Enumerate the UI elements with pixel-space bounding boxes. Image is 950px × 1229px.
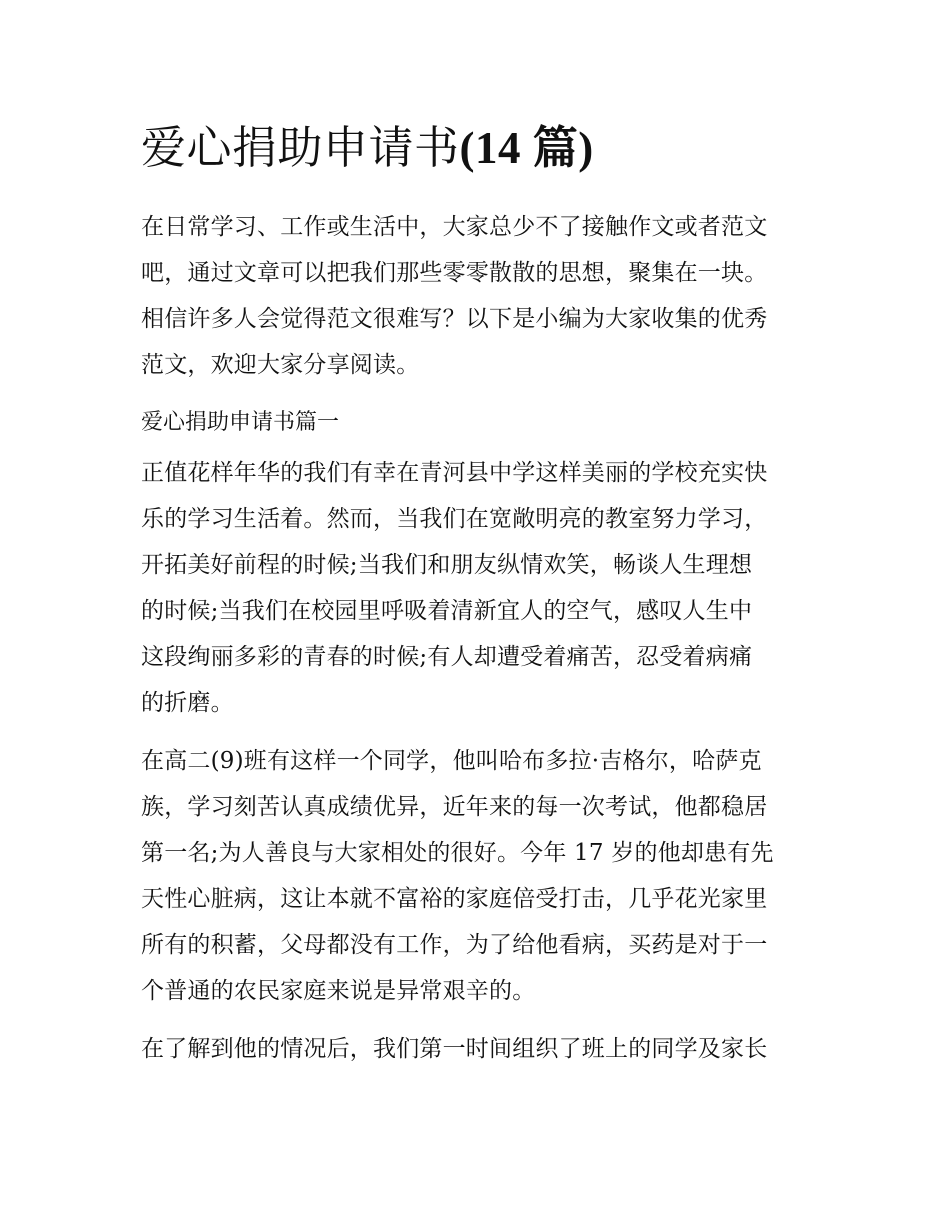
text-line: 第一名;为人善良与大家相处的很好。今年 17 岁的他却患有先 <box>141 840 774 866</box>
text-line: 在了解到他的情况后，我们第一时间组织了班上的同学及家长 <box>141 1036 768 1062</box>
text-line: 所有的积蓄，父母都没有工作，为了给他看病，买药是对于一 <box>141 932 768 958</box>
text-line: 相信许多人会觉得范文很难写？以下是小编为大家收集的优秀 <box>141 306 768 332</box>
text-line: 族，学习刻苦认真成绩优异，近年来的每一次考试，他都稳居 <box>141 794 768 820</box>
text-line: 在高二(9)班有这样一个同学，他叫哈布多拉·吉格尔，哈萨克 <box>141 748 762 774</box>
title-main: 爱心捐助申请书 <box>141 121 460 174</box>
text-line: 范文，欢迎大家分享阅读。 <box>141 352 420 378</box>
text-line: 个普通的农民家庭来说是异常艰辛的。 <box>141 978 536 1004</box>
document-title <box>141 118 821 178</box>
document-page <box>141 118 821 1084</box>
text-line: 在日常学习、工作或生活中，大家总少不了接触作文或者范文 <box>141 214 768 240</box>
text-line: 的时候;当我们在校园里呼吸着清新宜人的空气，感叹人生中 <box>141 598 753 624</box>
text-line: 这段绚丽多彩的青春的时候;有人却遭受着痛苦，忍受着病痛 <box>141 644 753 670</box>
body-paragraph-1 <box>141 450 821 726</box>
text-line: 开拓美好前程的时候;当我们和朋友纵情欢笑，畅谈人生理想 <box>141 552 753 578</box>
intro-paragraph <box>141 204 821 388</box>
section-heading: 爱心捐助申请书篇一 <box>141 410 340 435</box>
title-suffix: (14 篇) <box>459 123 594 173</box>
text-line: 正值花样年华的我们有幸在青河县中学这样美丽的学校充实快 <box>141 460 768 486</box>
text-line: 的折磨。 <box>141 690 234 716</box>
body-paragraph-3 <box>141 1026 821 1072</box>
body-paragraph-2 <box>141 738 821 1014</box>
text-line: 天性心脏病，这让本就不富裕的家庭倍受打击，几乎花光家里 <box>141 886 768 912</box>
text-line: 吧，通过文章可以把我们那些零零散散的思想，聚集在一块。 <box>141 260 768 286</box>
text-line: 乐的学习生活着。然而，当我们在宽敞明亮的教室努力学习， <box>141 506 768 532</box>
